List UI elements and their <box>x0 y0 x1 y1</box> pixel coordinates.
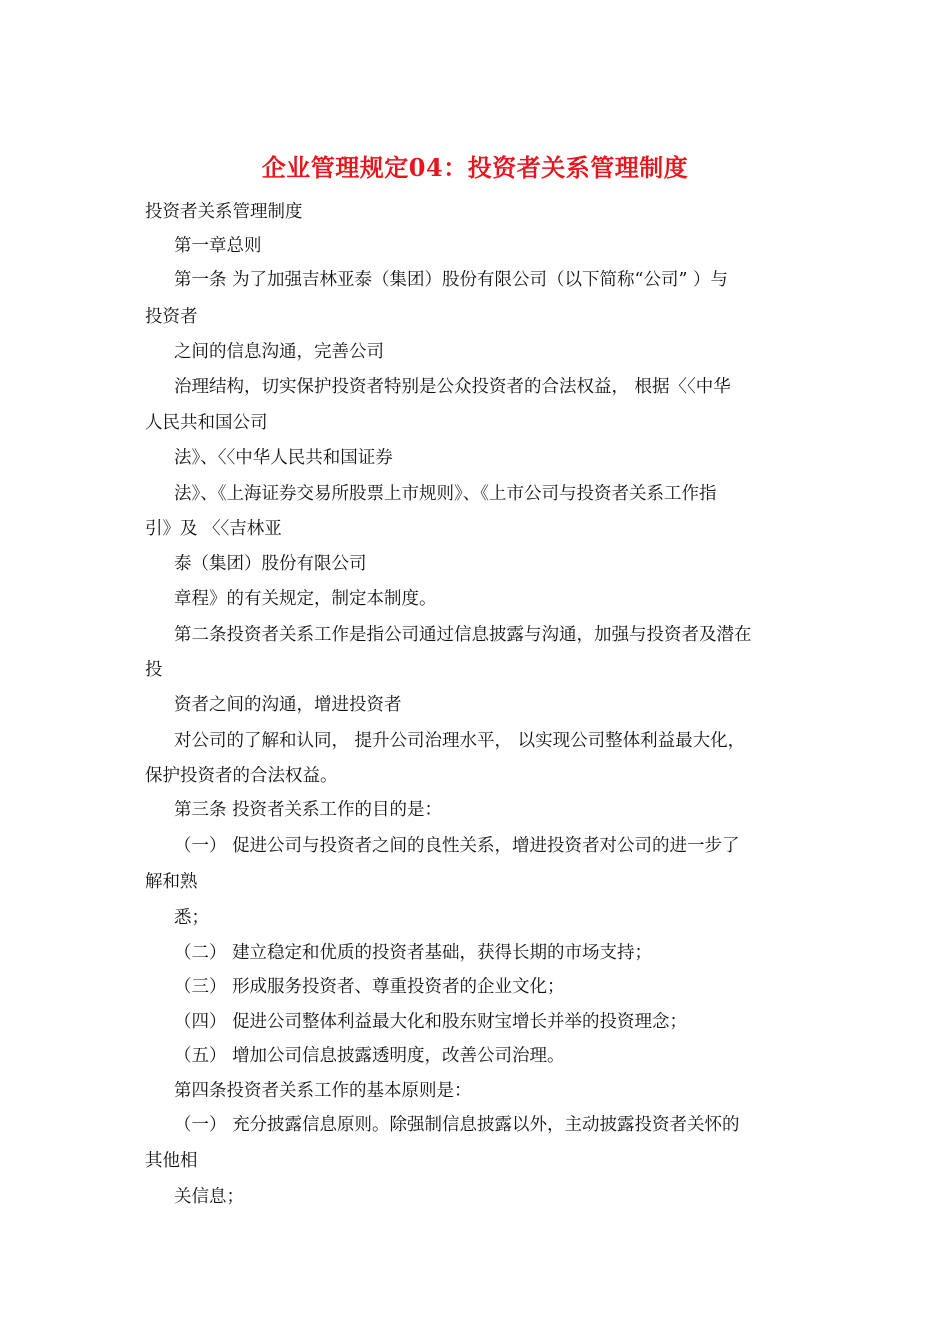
text-line: 对公司的了解和认同， 提升公司治理水平， 以实现公司整体利益最大化， <box>174 731 746 751</box>
document-title: 企业管理规定04：投资者关系管理制度 <box>261 153 689 182</box>
text-line: （四） 促进公司整体利益最大化和股东财宝增长并举的投资理念； <box>174 1012 688 1032</box>
text-line: （五） 增加公司信息披露透明度，改善公司治理。 <box>174 1046 565 1066</box>
text-line: 悉； <box>174 908 209 928</box>
text-line: 第三条 投资者关系工作的目的是： <box>174 800 443 820</box>
text-line: 泰（集团）股份有限公司 <box>174 554 367 574</box>
text-line: 人民共和国公司 <box>145 413 268 433</box>
text-line: 投 <box>145 660 163 680</box>
text-line-heading: 投资者关系管理制度 <box>145 202 303 222</box>
text-line: 投资者 <box>145 307 198 327</box>
text-line: 引》及 〈〈吉林亚 <box>145 519 282 539</box>
text-line-chapter: 第一章总则 <box>174 236 262 256</box>
text-line: 第二条投资者关系工作是指公司通过信息披露与沟通，加强与投资者及潜在 <box>174 625 752 645</box>
text-line: 其他相 <box>145 1151 198 1171</box>
text-line: （一） 充分披露信息原则。除强制信息披露以外，主动披露投资者关怀的 <box>174 1115 740 1135</box>
text-line: 之间的信息沟通，完善公司 <box>174 342 384 362</box>
text-line: 资者之间的沟通，增进投资者 <box>174 695 402 715</box>
text-line: 保护投资者的合法权益。 <box>145 766 338 786</box>
text-line: （二） 建立稳定和优质的投资者基础，获得长期的市场支持； <box>174 943 653 963</box>
text-line: （三） 形成服务投资者、尊重投资者的企业文化； <box>174 977 565 997</box>
text-line: 第四条投资者关系工作的基本原则是： <box>174 1081 472 1101</box>
text-line: 法》、〈〈中华人民共和国证券 <box>174 448 393 468</box>
text-line: 法》、《上海证券交易所股票上市规则》、《上市公司与投资者关系工作指 <box>174 484 717 504</box>
text-line: 治理结构，切实保护投资者特别是公众投资者的合法权益， 根据〈〈中华 <box>174 377 731 397</box>
text-line: 第一条 为了加强吉林亚泰（集团）股份有限公司（以下简称“公司” ）与 <box>174 270 729 290</box>
text-line: 解和熟 <box>145 872 198 892</box>
text-line: （一） 促进公司与投资者之间的良性关系，增进投资者对公司的进一步了 <box>174 836 740 856</box>
text-line: 章程》的有关规定，制定本制度。 <box>174 589 437 609</box>
text-line: 关信息； <box>174 1187 244 1207</box>
